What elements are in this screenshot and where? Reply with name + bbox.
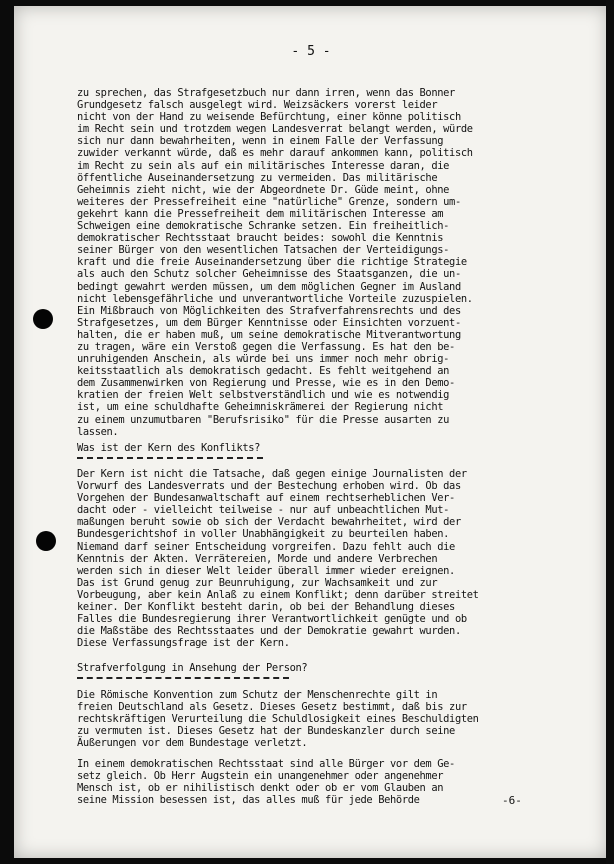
text-line: keitsstaatlich als demokratisch gedacht. Es fehlt weitgehend an [77,365,450,378]
text-line: keiner. Der Konflikt besteht darin, ob bei der Behandlung dieses [77,601,455,614]
text-line: Der Kern ist nicht die Tatsache, daß gegen einige Journalisten der [77,468,467,480]
text-line: rechtskräftigen Verurteilung die Schuldlosigkeit eines Beschuldigten [77,713,479,726]
heading-strafverfolgung: Strafverfolgung in Ansehung der Person? [77,662,308,674]
text-line: Grundgesetz falsch ausgelegt wird. Weizsäckers vorerst leider [77,99,438,112]
text-line: gekehrt kann die Pressefreiheit dem militärischen Interesse am [77,207,444,220]
text-line: weiteres der Pressefreiheit eine "natürliche" Grenze, sondern um- [77,195,461,208]
text-line: die Maßstäbe des Rechtsstaates und der Demokratie gewahrt wurden. [77,625,461,638]
scan-edge [606,0,614,864]
text-line: Diese Verfassungsfrage ist der Kern. [77,637,290,650]
text-line: seine Mission besessen ist, das alles muß für jede Behörde [77,794,420,807]
text-line: demokratischer Rechtsstaat braucht beides: sowohl die Kenntnis [77,232,444,245]
text-line: Strafgesetzes, um dem Bürger Kenntnisse oder Einsichten vorzuent- [77,316,461,329]
text-line: zu sprechen, das Strafgesetzbuch nur dann irren, wenn das Bonner [77,87,455,99]
document-page [14,6,608,858]
text-line: Geheimnis zieht nicht, wie der Abgeordnete Dr. Güde meint, ohne [77,183,450,196]
text-line: kraft und die freie Auseinandersetzung über die richtige Strategie [77,256,467,269]
paragraph-roemische-konvention [77,689,479,749]
text-line: werden sich in dieser Welt leider überall immer wieder ereignen. [77,564,455,577]
text-line: als auch den Schutz solcher Geheimnisse des Staatsganzen, die un- [77,268,461,281]
heading-underline [77,457,263,459]
text-line: dacht oder - vielleicht teilweise - nur auf unbeachtlichen Mut- [77,504,450,517]
text-line: zu einem unzumutbaren "Berufsrisiko" für die Presse ausarten zu [77,413,450,426]
text-line: nicht von der Hand zu weisende Befürchtung, einer könne politisch [77,111,461,124]
text-line: Falles die Bundesregierung ihrer Verantwortlichkeit genügte und ob [77,613,467,626]
text-line: Vorbeugung, aber kein Anlaß zu einem Konflikt; denn darüber streitet [77,588,479,601]
text-line: Mensch ist, ob er nihilistisch denkt oder ob er vom Glauben an [77,782,444,795]
text-line: Schweigen eine demokratische Schranke setzen. Ein freiheitlich- [77,220,450,233]
punch-hole-bottom [36,531,56,551]
text-line: kratien der freien Welt selbstverständlich und wie es notwendig [77,389,450,402]
text-line: Ein Mißbrauch von Möglichkeiten des Strafverfahrensrechts und des [77,304,461,317]
text-line: nicht lebensgefährliche und unverantwortliche Vorteile zuzuspielen. [77,292,473,305]
text-line: seiner Bürger von den wesentlichen Tatsachen der Verteidigungs- [77,244,450,257]
text-line: Die Römische Konvention zum Schutz der Menschenrechte gilt in [77,689,438,701]
text-line: zuwider verkannt würde, daß es mehr darauf ankommen kann, politisch [77,147,473,160]
text-line: lassen. [77,425,119,438]
text-line: halten, die er haben muß, um seine demokratische Mitverantwortung [77,328,461,341]
text-line: unruhigenden Anschein, als würde bei uns immer noch mehr obrig- [77,353,450,366]
text-line: Niemand darf seiner Entscheidung vorgreifen. Dazu fehlt auch die [77,540,455,553]
text-line: bedingt gewahrt werden müssen, um dem möglichen Gegner im Ausland [77,280,461,293]
text-line: im Recht zu sein als auf ein militärisches Interesse daran, die [77,159,450,172]
heading-kern-des-konflikts: Was ist der Kern des Konflikts? [77,442,261,454]
text-line: Vorgehen der Bundesanwaltschaft auf einem rechtserheblichen Ver- [77,492,455,505]
next-page-marker: -6- [502,794,522,807]
text-line: im Recht sein und trotzdem wegen Landesverrat belangt werden, würde [77,123,473,136]
text-line: öffentliche Auseinandersetzung zu vermeiden. Das militärische [77,171,438,184]
paragraph-freedom-of-press [77,87,473,438]
text-line: Vorwurf des Landesverrats und der Bestechung erhoben wird. Ob das [77,480,461,493]
text-line: dem Zusammenwirken von Regierung und Presse, wie es in den Demo- [77,377,455,390]
heading-underline [77,677,289,679]
text-line: sich nur dann bewahrheiten, wenn in einem Falle der Verfassung [77,135,444,148]
text-line: Kenntnis der Akten. Verrätereien, Morde und andere Verbrechen [77,552,438,565]
paragraph-rechtsstaat [77,758,455,806]
punch-hole-top [33,309,53,329]
text-line: freien Deutschland als Gesetz. Dieses Gesetz bestimmt, daß bis zur [77,701,467,714]
text-line: Äußerungen vor dem Bundestage verletzt. [77,737,308,750]
text-line: Bundesgerichtshof in voller Unabhängigkeit zu beurteilen haben. [77,528,450,541]
text-line: ist, um eine schuldhafte Geheimniskrämerei der Regierung nicht [77,401,444,414]
text-line: zu vermuten ist. Dieses Gesetz hat der Bundeskanzler durch seine [77,725,455,738]
text-line: setz gleich. Ob Herr Augstein ein unangenehmer oder angenehmer [77,770,444,783]
text-line: Das ist Grund genug zur Beunruhigung, zur Wachsamkeit und zur [77,576,438,589]
page-number: - 5 - [291,44,331,59]
text-line: In einem demokratischen Rechtsstaat sind alle Bürger vor dem Ge- [77,758,455,770]
text-line: maßungen beruht sowie ob sich der Verdacht bewahrheitet, wird der [77,516,461,529]
text-line: zu tragen, wäre ein Verstoß gegen die Verfassung. Es hat den be- [77,340,455,353]
paragraph-kern [77,468,479,649]
